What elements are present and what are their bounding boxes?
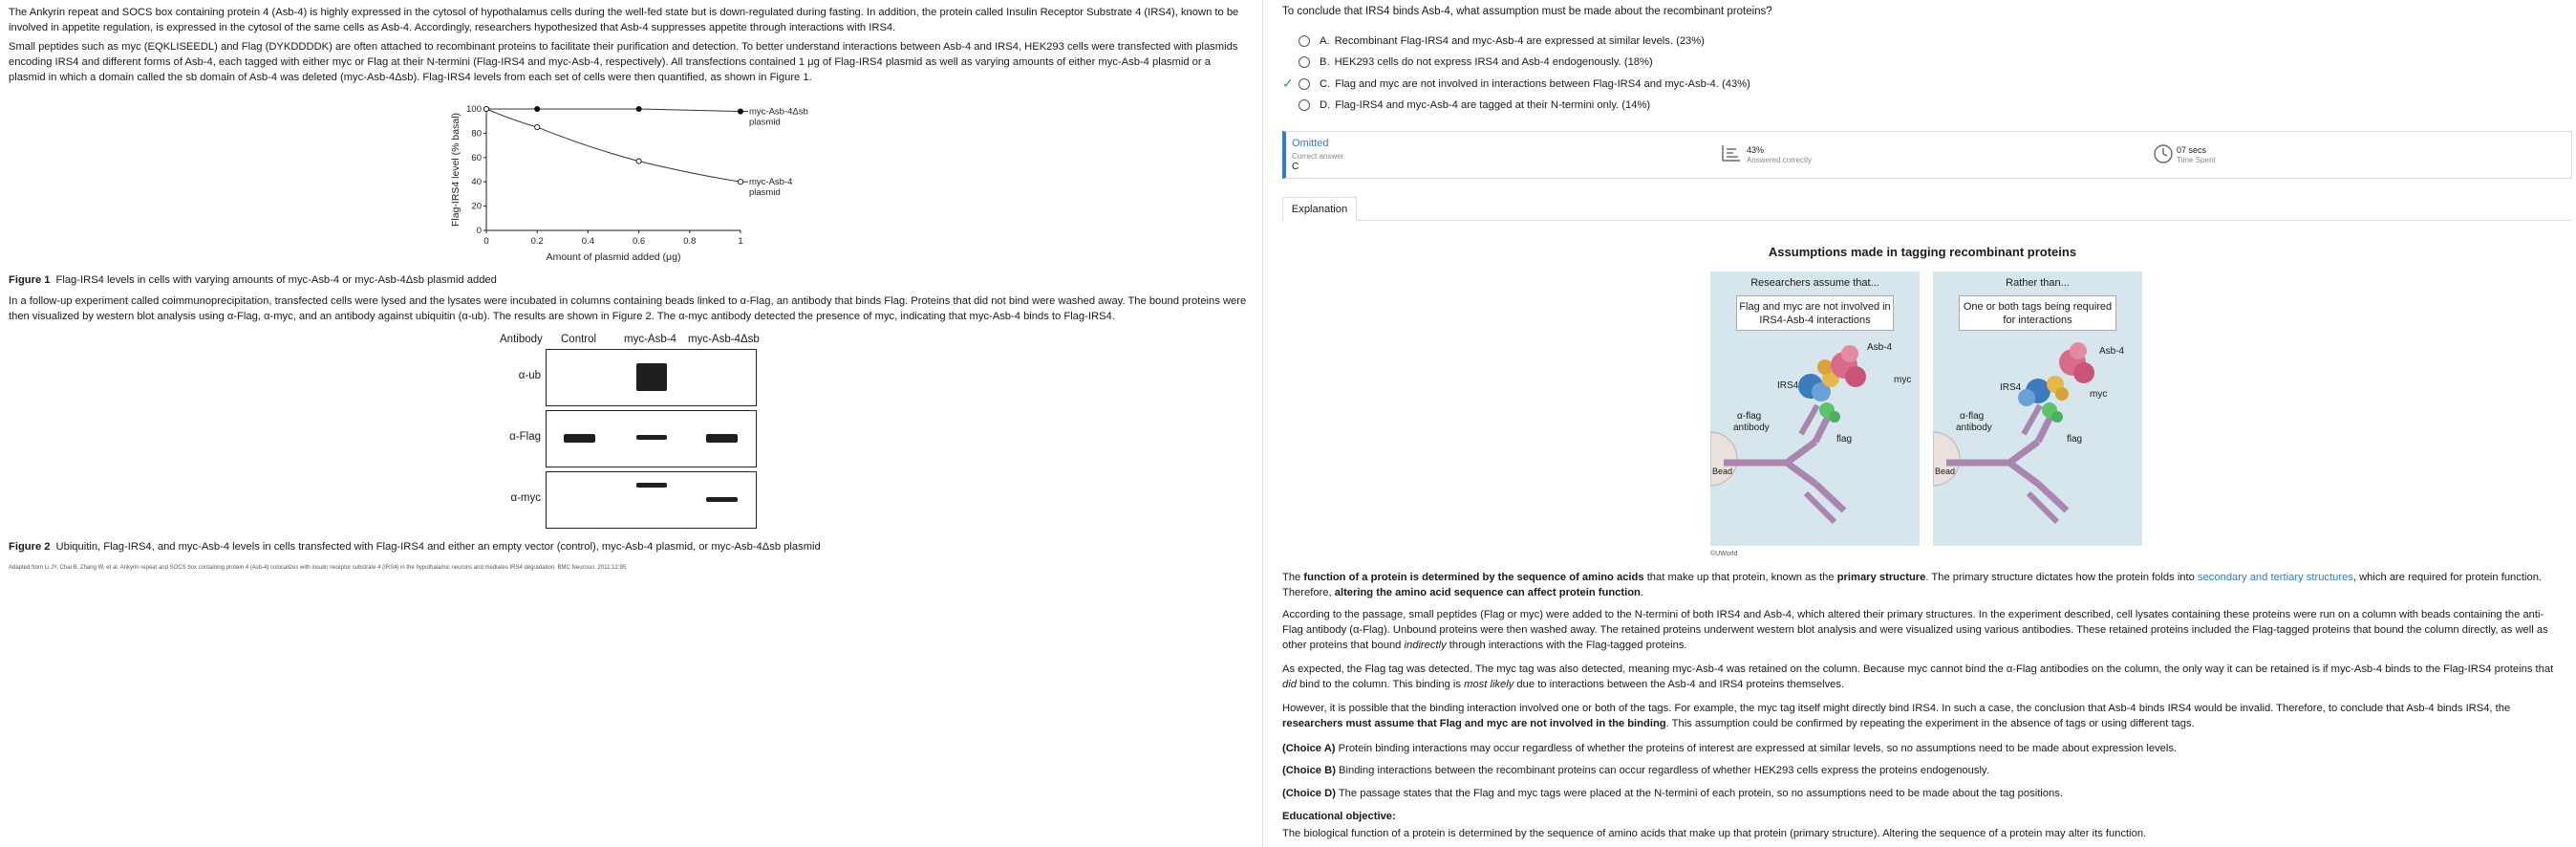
blot-band bbox=[636, 363, 667, 391]
x-tick-label: 0 bbox=[483, 236, 489, 247]
explanation-choice-d: (Choice D) The passage states that the Flag and myc tags were placed at the N-termini of each protein, so no assumptions need to be made about the tag positions. bbox=[1282, 788, 2063, 799]
blot-column-myc-asb4: myc-Asb-4 bbox=[624, 334, 676, 345]
blot-row-myc: α-myc bbox=[510, 492, 541, 504]
status-omitted: Omitted bbox=[1292, 138, 1329, 149]
radio-icon[interactable] bbox=[1299, 35, 1310, 47]
panel-heading: Rather than... bbox=[2006, 277, 2070, 289]
y-tick-label: 80 bbox=[471, 128, 482, 140]
y-tick-label: 20 bbox=[471, 201, 482, 212]
data-point bbox=[636, 159, 641, 163]
y-tick-label: 0 bbox=[476, 226, 482, 236]
explanation-paragraph-1: The function of a protein is determined by the sequence of amino acids that make up that protein, known as the primary structure. The primary structure dictates how the protein folds into secondary and tertiary structures, which are required for protein function. Therefore, altering the amino acid sequence can affect protein function. bbox=[1282, 572, 2543, 598]
blot-band bbox=[636, 435, 667, 440]
radio-icon[interactable] bbox=[1299, 56, 1310, 68]
passage-pane bbox=[0, 0, 1259, 847]
label-irs4: IRS4 bbox=[2000, 382, 2022, 393]
figure-2-label: Figure 2 bbox=[9, 541, 51, 553]
label-asb4: Asb-4 bbox=[1867, 342, 1893, 353]
educational-objective-text: The biological function of a protein is determined by the sequence of amino acids that make up that protein (primary structure). Altering the sequence of a protein may alter its function. bbox=[1282, 828, 2147, 839]
label-antibody: antibody bbox=[1733, 423, 1770, 433]
explanation-choice-a: (Choice A) Protein binding interactions may occur regardless of whether the proteins of interest are expressed at similar levels, so no assumptions need to be made about expression levels. bbox=[1282, 743, 2178, 754]
correct-answer-label: Correct answer bbox=[1292, 152, 1344, 161]
series-line-0 bbox=[486, 109, 741, 112]
choice-d-text: Flag-IRS4 and myc-Asb-4 are tagged at their N-termini only. (14%) bbox=[1335, 99, 1651, 111]
data-point bbox=[535, 124, 540, 129]
choice-c-text: Flag and myc are not involved in interactions between Flag-IRS4 and myc-Asb-4. (43%) bbox=[1335, 78, 1750, 90]
choice-c[interactable] bbox=[1282, 76, 1750, 92]
radio-icon[interactable] bbox=[1299, 99, 1310, 111]
blot-band bbox=[706, 434, 738, 443]
data-point bbox=[738, 180, 742, 185]
blot-panel-flag bbox=[546, 410, 757, 467]
clock-icon bbox=[2153, 143, 2174, 164]
blot-band bbox=[564, 434, 595, 443]
antibody-bead-illustration bbox=[1933, 271, 2142, 546]
choice-a-letter: A. bbox=[1320, 35, 1330, 47]
blot-panel-myc bbox=[546, 471, 757, 529]
blot-column-myc-asb4-dsb: myc-Asb-4Δsb bbox=[688, 334, 760, 345]
x-tick-label: 0.2 bbox=[530, 236, 544, 247]
explanation-paragraph-3: As expected, the Flag tag was detected. The myc tag was also detected, meaning myc-Asb-4 was retained on the column. Because myc cannot bind the α-Flag antibodies on the column, the only way it can be retained is if myc-Asb-4 binds to the Flag-IRS4 proteins that did bind to the column. This binding is most likely due to interactions between the Asb-4 and IRS4 proteins themselves. bbox=[1282, 663, 2554, 690]
series-label: plasmid bbox=[749, 187, 781, 199]
link-secondary-tertiary[interactable]: secondary and tertiary structures bbox=[2197, 572, 2353, 583]
choice-b-letter: B. bbox=[1320, 56, 1330, 68]
panel-heading: Researchers assume that... bbox=[1750, 277, 1879, 289]
correct-check-icon: ✓ bbox=[1282, 76, 1294, 91]
educational-objective-title: Educational objective: bbox=[1282, 811, 1396, 822]
question-pane bbox=[1282, 0, 2563, 847]
label-myc: myc bbox=[2090, 389, 2108, 400]
blot-row-flag: α-Flag bbox=[509, 431, 541, 443]
figure-1-label: Figure 1 bbox=[9, 274, 51, 286]
citation: Adapted from Li JY, Chai B, Zhang W, et al. Ankyrin repeat and SOCS box containing protein 4 (Asb-4) colocalizes with insulin receptor substrate 4 (IRS4) in the hypothalamic neurons and mediates IRS4 degradation. BMC Neurosci. 2011;12:95. bbox=[9, 565, 628, 571]
passage-paragraph-1: The Ankyrin repeat and SOCS box containing protein 4 (Asb-4) is highly expressed in the cytosol of hypothalamus cells during the well-fed state but is down-regulated during fasting. In addition, the protein called Insulin Receptor Substrate 4 (IRS4), known to be involved in appetite regulation, is expressed in the cytosol of the same cells as Asb-4. Accordingly, researchers hypothesized that Asb-4 suppresses appetite through interactions with IRS4. bbox=[9, 7, 1239, 33]
label-flag: flag bbox=[1836, 434, 1853, 445]
illustration-rather-than bbox=[1933, 271, 2142, 546]
label-flag: flag bbox=[2067, 434, 2083, 445]
data-point bbox=[636, 106, 641, 111]
figure-1-caption-text: Flag-IRS4 levels in cells with varying amounts of myc-Asb-4 or myc-Asb-4Δsb plasmid added bbox=[55, 274, 497, 286]
choice-a[interactable] bbox=[1282, 33, 1705, 49]
percent-correct-label: Answered correctly bbox=[1747, 156, 1813, 164]
panel-statement: One or both tags being required for interactions bbox=[1959, 295, 2116, 331]
label-aflag: α-flag bbox=[1737, 411, 1762, 422]
choice-a-text: Recombinant Flag-IRS4 and myc-Asb-4 are expressed at similar levels. (23%) bbox=[1334, 35, 1705, 47]
explanation-paragraph-4: However, it is possible that the binding interaction involved one or both of the tags. For example, the myc tag itself might directly bind IRS4. In such a case, the conclusion that Asb-4 binds IRS4 would be invalid. Therefore, to conclude that Asb-4 binds IRS4, the researchers must assume that Flag and myc are not involved in the binding. This assumption could be confirmed by repeating the experiment in the absence of tags or using different tags. bbox=[1282, 703, 2511, 729]
explanation-figure-title: Assumptions made in tagging recombinant proteins bbox=[1768, 245, 2077, 259]
blot-column-control: Control bbox=[561, 334, 597, 345]
series-label: myc-Asb-4Δsb bbox=[749, 106, 808, 118]
choice-d-letter: D. bbox=[1320, 99, 1331, 111]
pane-divider[interactable] bbox=[1262, 0, 1263, 847]
x-tick-label: 1 bbox=[738, 236, 743, 247]
series-label: myc-Asb-4 bbox=[749, 177, 793, 188]
percent-correct-value: 43% bbox=[1747, 145, 1765, 155]
blot-row-ub: α-ub bbox=[518, 370, 541, 381]
time-spent-value: 07 secs bbox=[2177, 145, 2207, 155]
x-axis-label: Amount of plasmid added (μg) bbox=[546, 251, 681, 263]
data-point bbox=[535, 106, 540, 111]
figure-2-caption-text: Ubiquitin, Flag-IRS4, and myc-Asb-4 levels in cells transfected with Flag-IRS4 and either an empty vector (control), myc-Asb-4 plasmid, or myc-Asb-4Δsb plasmid bbox=[55, 541, 821, 553]
choice-c-letter: C. bbox=[1320, 78, 1331, 90]
label-asb4: Asb-4 bbox=[2099, 346, 2125, 357]
question-stem: To conclude that IRS4 binds Asb-4, what assumption must be made about the recombinant proteins? bbox=[1282, 6, 1772, 17]
passage-paragraph-3: In a follow-up experiment called coimmunoprecipitation, transfected cells were lysed and the lysates were incubated in columns containing beads linked to α-Flag, an antibody that binds Flag. Proteins that did not bind were washed away. The bound proteins were then visualized by western blot analysis using α-Flag, α-myc, and an antibody against ubiquitin (α-ub). The results are shown in Figure 2. The α-myc antibody detected the presence of myc, indicating that myc-Asb-4 binds to Flag-IRS4. bbox=[9, 295, 1247, 322]
label-irs4: IRS4 bbox=[1777, 380, 1799, 391]
figure-1-chart bbox=[420, 96, 822, 268]
x-tick-label: 0.6 bbox=[632, 236, 646, 247]
radio-icon[interactable] bbox=[1299, 78, 1310, 90]
y-tick-label: 100 bbox=[466, 104, 482, 115]
label-bead: Bead bbox=[1712, 467, 1733, 476]
explanation-choice-b: (Choice B) Binding interactions between the recombinant proteins can occur regardless of whether HEK293 cells express the proteins endogenously. bbox=[1282, 765, 1989, 776]
choice-b-text: HEK293 cells do not express IRS4 and Asb-4 endogenously. (18%) bbox=[1334, 56, 1653, 68]
choice-b[interactable] bbox=[1282, 54, 1653, 70]
label-antibody: antibody bbox=[1956, 423, 1992, 433]
passage-paragraph-2: Small peptides such as myc (EQKLISEEDL) and Flag (DYKDDDDK) are often attached to recombinant proteins to facilitate their purification and detection. To better understand interactions between Asb-4 and IRS4, HEK293 cells were transfected with plasmids encoding IRS4 and different forms of Asb-4, each tagged with either myc or Flag at their N-termini (Flag-IRS4 and myc-Asb-4, respectively). All transfections contained 1 μg of Flag-IRS4 plasmid as well as varying amounts of either myc-Asb-4 plasmid or a plasmid in which a domain called the sb domain of Asb-4 was deleted (myc-Asb-4Δsb). Flag-IRS4 levels from each set of cells were then quantified, as shown in Figure 1. bbox=[9, 41, 1238, 83]
label-myc: myc bbox=[1894, 375, 1912, 385]
bar-chart-icon bbox=[1721, 143, 1742, 163]
choice-d[interactable] bbox=[1282, 98, 1650, 113]
image-credit: ©UWorld bbox=[1710, 551, 1738, 557]
label-aflag: α-flag bbox=[1960, 411, 1985, 422]
correct-answer-value: C bbox=[1292, 162, 1299, 172]
blot-band bbox=[706, 497, 738, 502]
tab-bar bbox=[1282, 220, 2572, 221]
explanation-paragraph-2: According to the passage, small peptides (Flag or myc) were added to the N-termini of both IRS4 and Asb-4, which altered their primary structures. In the experiment described, cell lysates containing these proteins were run on a column with beads containing the anti-Flag antibody (α-Flag). Unbound proteins were then washed away. The retained proteins underwent western blot analysis and were visualized using various antibodies. These retained proteins included the Flag-tagged proteins that bound the column directly, as well as other proteins that bound indirectly through interactions with the Flag-tagged proteins. bbox=[1282, 609, 2548, 651]
x-tick-label: 0.4 bbox=[581, 236, 595, 247]
answer-stats-bar bbox=[1282, 131, 2572, 179]
time-spent-label: Time Spent bbox=[2177, 156, 2216, 164]
y-axis-label: Flag-IRS4 level (% basal) bbox=[450, 112, 462, 228]
illustration-assume bbox=[1710, 271, 1920, 546]
blot-header-antibody: Antibody bbox=[500, 334, 543, 345]
series-label: plasmid bbox=[749, 117, 781, 128]
panel-statement: Flag and myc are not involved in IRS4-Asb-4 interactions bbox=[1736, 295, 1894, 331]
x-tick-label: 0.8 bbox=[683, 236, 697, 247]
label-bead: Bead bbox=[1935, 467, 1956, 476]
data-point bbox=[483, 106, 488, 111]
blot-panel-ub bbox=[546, 349, 757, 406]
antibody-bead-illustration bbox=[1710, 271, 1920, 546]
tab-explanation[interactable]: Explanation bbox=[1282, 197, 1357, 221]
blot-band bbox=[636, 483, 667, 488]
series-line-1 bbox=[486, 109, 741, 182]
y-tick-label: 40 bbox=[471, 177, 482, 188]
data-point bbox=[738, 109, 742, 114]
figure-1-caption bbox=[9, 272, 497, 288]
figure-2-caption bbox=[9, 539, 821, 554]
y-tick-label: 60 bbox=[471, 152, 482, 163]
